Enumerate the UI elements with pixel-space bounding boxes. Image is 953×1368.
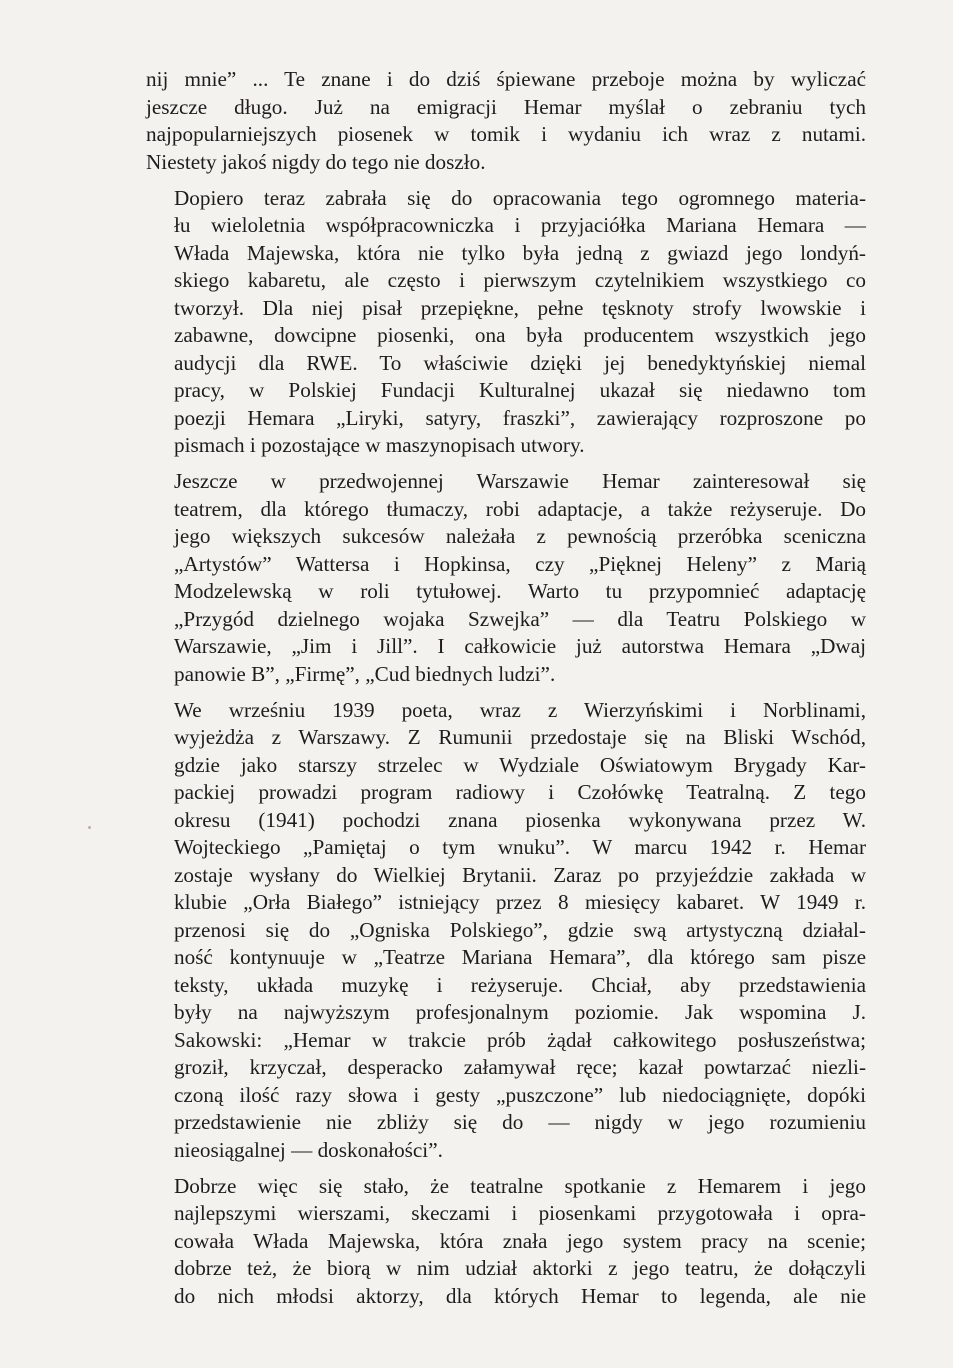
- text-line: zostaje wysłany do Wielkiej Brytanii. Zaraz po przyjeździe zakłada w: [174, 862, 866, 887]
- text-line: teatrem, dla którego tłumaczy, robi adaptacje, a także reżyseruje. Do: [174, 496, 866, 521]
- text-line: packiej prowadzi program radiowy i Czołówkę Teatralną. Z tego: [174, 780, 866, 805]
- paragraph-3: [146, 468, 866, 688]
- text-line: groził, krzyczał, desperacko załamywał ręce; kazał powtarzać niezli-: [174, 1055, 866, 1080]
- text-line: zabawne, dowcipne piosenki, ona była producentem wszystkich jego: [174, 323, 866, 348]
- text-line: „Przygód dzielnego wojaka Szwejka” — dla Teatru Polskiego w: [174, 606, 866, 631]
- text-line: poezji Hemara „Liryki, satyry, fraszki”, zawierający rozproszone po: [174, 405, 866, 430]
- text-line: Dopiero teraz zabrała się do opracowania tego ogromnego materia-: [174, 185, 866, 210]
- text-line: gdzie jako starszy strzelec w Wydziale Oświatowym Brygady Kar-: [174, 752, 866, 777]
- text-line: audycji dla RWE. To właściwie dzięki jej benedyktyńskiej niemal: [174, 350, 866, 375]
- scan-speck: [88, 826, 91, 829]
- paragraph-5: [146, 1173, 866, 1311]
- paragraph-1: [146, 66, 866, 176]
- paragraph-4: [146, 697, 866, 1165]
- text-line: okresu (1941) pochodzi znana piosenka wykonywana przez W.: [174, 807, 866, 832]
- text-line: skiego kabaretu, ale często i pierwszym czytelnikiem wszystkiego co: [174, 268, 866, 293]
- text-line: Warszawie, „Jim i Jill”. I całkowicie już autorstwa Hemara „Dwaj: [174, 634, 866, 659]
- text-line: były na najwyższym profesjonalnym poziomie. Jak wspomina J.: [174, 1000, 866, 1025]
- text-line: wyjeżdża z Warszawy. Z Rumunii przedostaje się na Bliski Wschód,: [174, 725, 866, 750]
- text-line: Włada Majewska, która nie tylko była jedną z gwiazd jego londyń-: [174, 240, 866, 265]
- text-line: najlepszymi wierszami, skeczami i piosenkami przygotowała i opra-: [174, 1201, 866, 1226]
- text-line: nieosiągalnej — doskonałości”.: [174, 1137, 443, 1162]
- text-line: dobrze też, że biorą w nim udział aktorki z jego teatru, że dołączyli: [174, 1256, 866, 1281]
- text-line: We wrześniu 1939 poeta, wraz z Wierzyńskimi i Norblinami,: [174, 697, 866, 722]
- text-line: Wojteckiego „Pamiętaj o tym wnuku”. W marcu 1942 r. Hemar: [174, 835, 866, 860]
- text-line: Jeszcze w przedwojennej Warszawie Hemar zainteresował się: [174, 469, 866, 494]
- text-line: Modzelewską w roli tytułowej. Warto tu przypomnieć adaptację: [174, 579, 866, 604]
- paragraph-2: [146, 185, 866, 460]
- text-line: „Artystów” Wattersa i Hopkinsa, czy „Pięknej Heleny” z Marią: [174, 551, 866, 576]
- text-line: jeszcze długo. Już na emigracji Hemar myślał o zebraniu tych: [146, 94, 866, 119]
- text-line: panowie B”, „Firmę”, „Cud biednych ludzi”.: [174, 661, 556, 686]
- text-line: przenosi się do „Ogniska Polskiego”, gdzie swą artystyczną działal-: [174, 917, 866, 942]
- text-line: najpopularniejszych piosenek w tomik i wydaniu ich wraz z nutami.: [146, 122, 866, 146]
- text-line: ność kontynuuje w „Teatrze Mariana Hemara”, dla którego sam pisze: [174, 945, 866, 970]
- text-line: pracy, w Polskiej Fundacji Kulturalnej ukazał się niedawno tom: [174, 378, 866, 403]
- text-line: teksty, układa muzykę i reżyseruje. Chciał, aby przedstawienia: [174, 972, 866, 997]
- document-page: [146, 66, 866, 1319]
- text-line: do nich młodsi aktorzy, dla których Hemar to legenda, ale nie: [174, 1283, 866, 1308]
- text-line: Dobrze więc się stało, że teatralne spotkanie z Hemarem i jego: [174, 1173, 866, 1198]
- text-line: łu wieloletnia współpracowniczka i przyjaciółka Mariana Hemara —: [174, 213, 866, 238]
- text-line: przedstawienie nie zbliży się do — nigdy w jego rozumieniu: [174, 1110, 866, 1135]
- text-line: cowała Włada Majewska, która znała jego system pracy na scenie;: [174, 1228, 866, 1253]
- text-line: pismach i pozostające w maszynopisach utwory.: [174, 433, 585, 458]
- text-line: jego większych sukcesów należała z pewnością przeróbka sceniczna: [174, 524, 866, 549]
- text-line: czoną ilość razy słowa i gesty „puszczone” lub niedociągnięte, dopóki: [174, 1082, 866, 1107]
- text-line: klubie „Orła Białego” istniejący przez 8 miesięcy kabaret. W 1949 r.: [174, 890, 866, 915]
- text-line: Sakowski: „Hemar w trakcie prób żądał całkowitego posłuszeństwa;: [174, 1027, 866, 1052]
- text-line: nij mnie” ... Te znane i do dziś śpiewane przeboje można by wyliczać: [146, 67, 866, 91]
- text-line: tworzył. Dla niej pisał przepiękne, pełne tęsknoty strofy lwowskie i: [174, 295, 866, 320]
- text-line: Niestety jakoś nigdy do tego nie doszło.: [146, 149, 486, 174]
